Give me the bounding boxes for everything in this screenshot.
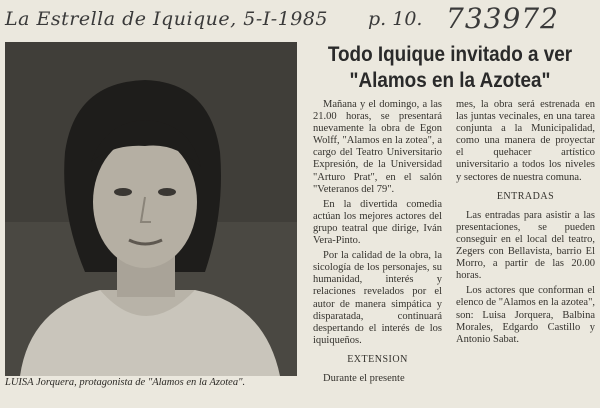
article-column-2 bbox=[456, 99, 595, 349]
paragraph: Mañana y el domingo, a las 21.00 horas, se presentará nuevamente la obra de Egon Wolff, "Alamos en la zotea", a cargo del Teatro Universitario Expresión, de la Universidad "Arturo Prat", en el salón "Veteranos del 79". bbox=[313, 99, 442, 195]
portrait-photo bbox=[5, 42, 297, 376]
photo-caption: LUISA Jorquera, protagonista de "Alamos en la Azotea". bbox=[5, 377, 246, 388]
paragraph: Los actores que conforman el elenco de "Alamos en la azotea", son: Luisa Jorquera, Balbina Morales, Edgardo Castillo y Antonio Sabat. bbox=[456, 285, 595, 345]
article-headline: Todo Iquique invitado a ver "Alamos en la Azotea" bbox=[327, 43, 573, 92]
subheading-extension: EXTENSION bbox=[347, 353, 408, 365]
handwritten-page-note: p. 10. bbox=[368, 8, 423, 30]
paragraph: Por la calidad de la obra, la sicología de los personajes, su humanidad, interés y relaciones revelados por el autor de manera simpática y disparatada, continuará despertando el interés de los iquiqueños. bbox=[313, 250, 442, 346]
paragraph: En la divertida comedia actúan los mejores actores del grupo teatral que dirige, Iván Vera-Pinto. bbox=[313, 198, 442, 247]
handwritten-catalog-number: 733972 bbox=[446, 2, 559, 35]
article-column-1 bbox=[313, 99, 442, 388]
paragraph: Las entradas para asistir a las presentaciones, se pueden conseguir en el local del teatro, Zegers con Bellavista, barrio El Morro, a partir de las 20.00 horas. bbox=[456, 209, 595, 282]
paragraph: Durante el presente bbox=[323, 372, 405, 384]
handwritten-source-note: La Estrella de Iquique, 5-I-1985 bbox=[5, 8, 329, 30]
paragraph: mes, la obra será estrenada en las juntas vecinales, en una tarea conjunta a la Municipalidad, como una manera de proyectar el quehacer artístico universitario a todos los niveles y sectores de nuestra comuna. bbox=[456, 99, 595, 183]
subheading-entradas: ENTRADAS bbox=[496, 190, 555, 202]
